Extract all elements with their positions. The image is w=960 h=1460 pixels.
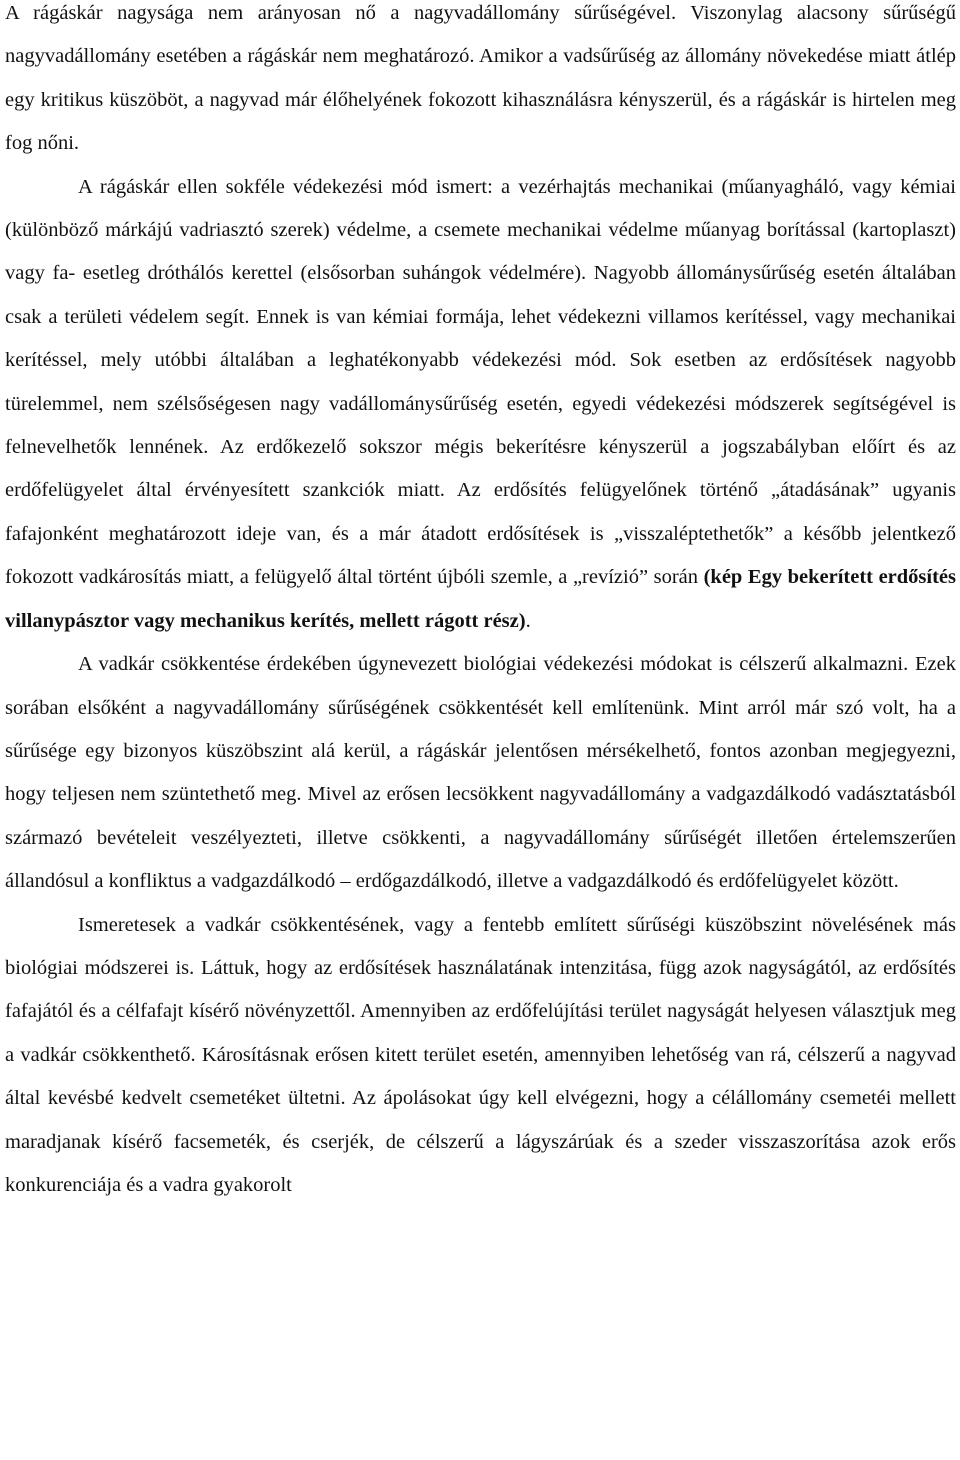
paragraph-biological-methods xyxy=(5,643,956,903)
paragraph-text: Ismeretesek a vadkár csökkentésének, vagy a fentebb említett sűrűségi küszöbszint növelésének más biológiai módszerei is. Láttuk, hogy az erdősítések használatának intenzitása, függ azok nagyságától, az erdősítés fafajától és a célfafajt kísérő növényzettől. Amennyiben az erdőfelújítási terület nagyságát helyesen választjuk meg a vadkár csökkenthető. Károsításnak erősen kitett terület esetén, amennyiben lehetőség van rá, célszerű a nagyvad által kevésbé kedvelt csemetéket ültetni. Az ápolásokat úgy kell elvégezni, hogy a célállomány csemetéi mellett maradjanak kísérő facsemeték, és cserjék, de célszerű a lágyszárúak és a szeder visszaszorítása azok erős konkurenciája és a vadra gyakorolt xyxy=(5,913,956,1196)
paragraph-text: A rágáskár nagysága nem arányosan nő a nagyvadállomány sűrűségével. Viszonylag alacsony sűrűségű nagyvadállomány esetében a rágáskár nem meghatározó. Amikor a vadsűrűség az állomány növekedése miatt átlép egy kritikus küszöböt, a nagyvad már élőhelyének fokozott kihasználásra kényszerül, és a rágáskár is hirtelen meg fog nőni. xyxy=(5,2,956,155)
paragraph-protection-methods xyxy=(5,166,956,643)
paragraph-density xyxy=(5,0,956,166)
paragraph-text: A vadkár csökkentése érdekében úgynevezett biológiai védekezési módokat is célszerű alkalmazni. Ezek sorában elsőként a nagyvadállomány sűrűségének csökkentését kell említenünk. Mint arról már szó volt, ha a sűrűsége egy bizonyos küszöbszint alá kerül, a rágáskár jelentősen mérsékelhető, fontos azonban megjegyezni, hogy teljesen nem szüntethető meg. Mivel az erősen lecsökkent nagyvadállomány a vadgazdálkodó vadásztatásból származó bevételeit veszélyezteti, illetve csökkenti, a nagyvadállomány sűrűségét illetően értelemszerűen állandósul a konfliktus a vadgazdálkodó – erdőgazdálkodó, illetve a vadgazdálkodó és erdőfelügyelet között. xyxy=(5,653,956,893)
image-caption-reference: (kép Egy bekerített erdősítés villanypásztor vagy mechanikus kerítés, mellett rágott rész) xyxy=(5,566,956,632)
document-page xyxy=(5,0,956,1207)
paragraph-text-end: . xyxy=(525,609,531,632)
paragraph-other-methods xyxy=(5,904,956,1208)
paragraph-text: A rágáskár ellen sokféle védekezési mód ismert: a vezérhajtás mechanikai (műanyagháló, vagy kémiai (különböző márkájú vadriasztó szerek) védelme, a csemete mechanikai védelme műanyag borítással (kartoplaszt) vagy fa- esetleg dróthálós kerettel (elsősorban suhángok védelmére). Nagyobb állománysűrűség esetén általában csak a területi védelem segít. Ennek is van kémiai formája, lehet védekezni villamos kerítéssel, vagy mechanikai kerítéssel, mely utóbbi általában a leghatékonyabb védekezési mód. Sok esetben az erdősítések nagyobb türelemmel, nem szélsőségesen nagy vadállománysűrűség esetén, egyedi védekezési módszerek segítségével is felnevelhetők lennének. Az erdőkezelő sokszor mégis bekerítésre kényszerül a jogszabályban előírt és az erdőfelügyelet által érvényesített szankciók miatt. Az erdősítés felügyelőnek történő „átadásának” ugyanis fafajonként meghatározott ideje van, és a már átadott erdősítések is „visszaléptethetők” a később jelentkező fokozott vadkárosítás miatt, a felügyelő által történt újbóli szemle, a „revízió” során xyxy=(5,175,956,589)
